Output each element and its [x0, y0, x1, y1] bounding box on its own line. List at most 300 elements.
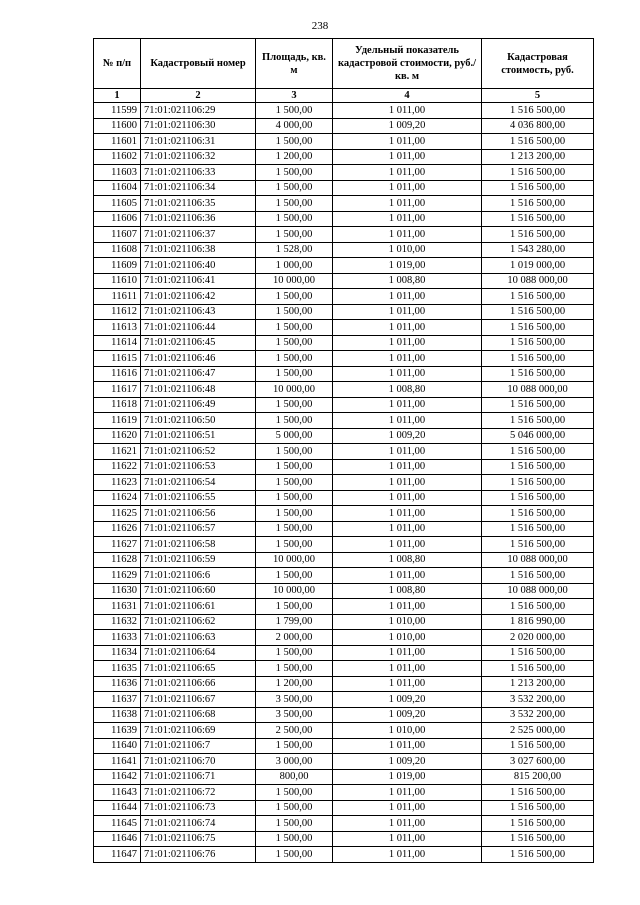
cadastral-value-cell: 1 516 500,00 [482, 320, 594, 336]
cadastral-number-cell: 71:01:021106:29 [141, 103, 256, 119]
area-cell: 10 000,00 [256, 552, 333, 568]
row-number-cell: 11611 [94, 289, 141, 305]
unit-value-cell: 1 011,00 [333, 320, 482, 336]
unit-value-cell: 1 011,00 [333, 103, 482, 119]
table-row [94, 289, 594, 305]
table-row [94, 180, 594, 196]
table-row [94, 273, 594, 289]
area-cell: 1 500,00 [256, 289, 333, 305]
cadastral-number-cell: 71:01:021106:56 [141, 506, 256, 522]
cadastral-value-cell: 1 516 500,00 [482, 227, 594, 243]
cadastral-number-cell: 71:01:021106:45 [141, 335, 256, 351]
table-row [94, 475, 594, 491]
unit-value-cell: 1 011,00 [333, 537, 482, 553]
cadastral-number-cell: 71:01:021106:34 [141, 180, 256, 196]
unit-value-cell: 1 011,00 [333, 180, 482, 196]
unit-value-cell: 1 011,00 [333, 397, 482, 413]
table-row [94, 397, 594, 413]
table-row [94, 304, 594, 320]
cadastral-value-cell: 4 036 800,00 [482, 118, 594, 134]
cadastral-number-cell: 71:01:021106:57 [141, 521, 256, 537]
row-number-cell: 11606 [94, 211, 141, 227]
cadastral-number-cell: 71:01:021106:44 [141, 320, 256, 336]
table-header [94, 39, 594, 103]
cadastral-value-cell: 1 516 500,00 [482, 180, 594, 196]
row-number-cell: 11630 [94, 583, 141, 599]
table-row [94, 506, 594, 522]
cadastral-number-cell: 71:01:021106:42 [141, 289, 256, 305]
row-number-cell: 11640 [94, 738, 141, 754]
table-row [94, 769, 594, 785]
row-number-cell: 11622 [94, 459, 141, 475]
row-number-cell: 11627 [94, 537, 141, 553]
unit-value-cell: 1 009,20 [333, 754, 482, 770]
cadastral-value-cell: 1 516 500,00 [482, 785, 594, 801]
cadastral-number-cell: 71:01:021106:66 [141, 676, 256, 692]
area-cell: 1 500,00 [256, 738, 333, 754]
area-cell: 1 500,00 [256, 413, 333, 429]
unit-value-cell: 1 011,00 [333, 134, 482, 150]
row-number-cell: 11644 [94, 800, 141, 816]
page-number: 238 [311, 20, 329, 32]
unit-value-cell: 1 011,00 [333, 645, 482, 661]
table-row [94, 444, 594, 460]
table-row [94, 707, 594, 723]
header-unit-value: Удельный показатель кадастровой стоимости, руб./кв. м [333, 39, 482, 89]
table-row [94, 568, 594, 584]
cadastral-number-cell: 71:01:021106:49 [141, 397, 256, 413]
table-row [94, 428, 594, 444]
cadastral-value-cell: 10 088 000,00 [482, 552, 594, 568]
area-cell: 1 500,00 [256, 165, 333, 181]
cadastral-value-cell: 1 019 000,00 [482, 258, 594, 274]
cadastral-number-cell: 71:01:021106:64 [141, 645, 256, 661]
table-row [94, 630, 594, 646]
cadastral-value-cell: 1 516 500,00 [482, 568, 594, 584]
row-number-cell: 11612 [94, 304, 141, 320]
header-cadastral-value: Кадастровая стоимость, руб. [482, 39, 594, 89]
row-number-cell: 11619 [94, 413, 141, 429]
cadastral-number-cell: 71:01:021106:71 [141, 769, 256, 785]
cadastral-number-cell: 71:01:021106:6 [141, 568, 256, 584]
unit-value-cell: 1 009,20 [333, 428, 482, 444]
row-number-cell: 11613 [94, 320, 141, 336]
row-number-cell: 11618 [94, 397, 141, 413]
cadastral-value-cell: 1 516 500,00 [482, 521, 594, 537]
cadastral-number-cell: 71:01:021106:60 [141, 583, 256, 599]
row-number-cell: 11634 [94, 645, 141, 661]
area-cell: 1 500,00 [256, 351, 333, 367]
cadastral-number-cell: 71:01:021106:65 [141, 661, 256, 677]
unit-value-cell: 1 009,20 [333, 692, 482, 708]
cadastral-number-cell: 71:01:021106:33 [141, 165, 256, 181]
row-number-cell: 11647 [94, 847, 141, 863]
table-row [94, 847, 594, 863]
unit-value-cell: 1 011,00 [333, 800, 482, 816]
area-cell: 1 500,00 [256, 568, 333, 584]
table-row [94, 242, 594, 258]
unit-value-cell: 1 011,00 [333, 847, 482, 863]
table-row [94, 614, 594, 630]
header-row-number: № п/п [94, 39, 141, 89]
cadastral-value-cell: 1 516 500,00 [482, 351, 594, 367]
cadastral-number-cell: 71:01:021106:53 [141, 459, 256, 475]
unit-value-cell: 1 010,00 [333, 630, 482, 646]
unit-value-cell: 1 011,00 [333, 335, 482, 351]
row-number-cell: 11601 [94, 134, 141, 150]
cadastral-number-cell: 71:01:021106:32 [141, 149, 256, 165]
cadastral-number-cell: 71:01:021106:58 [141, 537, 256, 553]
unit-value-cell: 1 011,00 [333, 676, 482, 692]
table-row [94, 661, 594, 677]
cadastral-number-cell: 71:01:021106:40 [141, 258, 256, 274]
cadastral-number-cell: 71:01:021106:7 [141, 738, 256, 754]
cadastral-value-cell: 1 516 500,00 [482, 645, 594, 661]
table-row [94, 413, 594, 429]
unit-value-cell: 1 011,00 [333, 227, 482, 243]
row-number-cell: 11643 [94, 785, 141, 801]
unit-value-cell: 1 011,00 [333, 785, 482, 801]
cadastral-number-cell: 71:01:021106:72 [141, 785, 256, 801]
unit-value-cell: 1 011,00 [333, 351, 482, 367]
unit-value-cell: 1 011,00 [333, 289, 482, 305]
row-number-cell: 11604 [94, 180, 141, 196]
row-number-cell: 11621 [94, 444, 141, 460]
row-number-cell: 11635 [94, 661, 141, 677]
area-cell: 4 000,00 [256, 118, 333, 134]
row-number-cell: 11645 [94, 816, 141, 832]
row-number-cell: 11609 [94, 258, 141, 274]
row-number-cell: 11628 [94, 552, 141, 568]
row-number-cell: 11636 [94, 676, 141, 692]
row-number-cell: 11624 [94, 490, 141, 506]
cadastral-value-cell: 1 516 500,00 [482, 738, 594, 754]
area-cell: 1 500,00 [256, 785, 333, 801]
cadastral-number-cell: 71:01:021106:70 [141, 754, 256, 770]
table-row [94, 103, 594, 119]
cadastral-value-cell: 1 516 500,00 [482, 366, 594, 382]
cadastral-value-cell: 1 516 500,00 [482, 599, 594, 615]
cadastral-number-cell: 71:01:021106:36 [141, 211, 256, 227]
cadastral-value-cell: 10 088 000,00 [482, 273, 594, 289]
area-cell: 10 000,00 [256, 583, 333, 599]
cadastral-number-cell: 71:01:021106:55 [141, 490, 256, 506]
cadastral-number-cell: 71:01:021106:43 [141, 304, 256, 320]
cadastral-number-cell: 71:01:021106:48 [141, 382, 256, 398]
row-number-cell: 11603 [94, 165, 141, 181]
cadastral-number-cell: 71:01:021106:38 [141, 242, 256, 258]
table-row [94, 583, 594, 599]
cadastral-number-cell: 71:01:021106:68 [141, 707, 256, 723]
area-cell: 10 000,00 [256, 273, 333, 289]
unit-value-cell: 1 010,00 [333, 614, 482, 630]
table-row [94, 258, 594, 274]
row-number-cell: 11623 [94, 475, 141, 491]
table-row [94, 800, 594, 816]
area-cell: 1 500,00 [256, 599, 333, 615]
area-cell: 1 500,00 [256, 444, 333, 460]
column-number: 5 [482, 89, 594, 103]
cadastral-value-cell: 1 543 280,00 [482, 242, 594, 258]
unit-value-cell: 1 011,00 [333, 475, 482, 491]
unit-value-cell: 1 011,00 [333, 413, 482, 429]
row-number-cell: 11614 [94, 335, 141, 351]
area-cell: 3 500,00 [256, 692, 333, 708]
cadastral-value-cell: 1 816 990,00 [482, 614, 594, 630]
area-cell: 1 500,00 [256, 506, 333, 522]
table-body [94, 103, 594, 863]
header-row [94, 39, 594, 89]
unit-value-cell: 1 019,00 [333, 258, 482, 274]
cadastral-value-cell: 1 516 500,00 [482, 831, 594, 847]
table-row [94, 831, 594, 847]
cadastral-number-cell: 71:01:021106:67 [141, 692, 256, 708]
cadastral-number-cell: 71:01:021106:30 [141, 118, 256, 134]
unit-value-cell: 1 008,80 [333, 583, 482, 599]
row-number-cell: 11625 [94, 506, 141, 522]
row-number-cell: 11617 [94, 382, 141, 398]
area-cell: 1 200,00 [256, 676, 333, 692]
area-cell: 1 500,00 [256, 304, 333, 320]
header-area: Площадь, кв. м [256, 39, 333, 89]
unit-value-cell: 1 009,20 [333, 118, 482, 134]
table-row [94, 521, 594, 537]
area-cell: 1 500,00 [256, 211, 333, 227]
cadastral-value-cell: 1 516 500,00 [482, 304, 594, 320]
cadastral-value-cell: 1 516 500,00 [482, 103, 594, 119]
table-row [94, 134, 594, 150]
row-number-cell: 11642 [94, 769, 141, 785]
table-row [94, 599, 594, 615]
area-cell: 1 500,00 [256, 320, 333, 336]
area-cell: 10 000,00 [256, 382, 333, 398]
cadastral-value-cell: 3 532 200,00 [482, 692, 594, 708]
cadastral-number-cell: 71:01:021106:73 [141, 800, 256, 816]
row-number-cell: 11631 [94, 599, 141, 615]
unit-value-cell: 1 011,00 [333, 196, 482, 212]
area-cell: 1 500,00 [256, 134, 333, 150]
table-row [94, 211, 594, 227]
unit-value-cell: 1 019,00 [333, 769, 482, 785]
area-cell: 3 500,00 [256, 707, 333, 723]
unit-value-cell: 1 011,00 [333, 738, 482, 754]
cadastral-value-cell: 1 516 500,00 [482, 413, 594, 429]
cadastral-number-cell: 71:01:021106:59 [141, 552, 256, 568]
cadastral-value-cell: 1 516 500,00 [482, 397, 594, 413]
row-number-cell: 11633 [94, 630, 141, 646]
area-cell: 1 500,00 [256, 661, 333, 677]
area-cell: 800,00 [256, 769, 333, 785]
area-cell: 1 500,00 [256, 816, 333, 832]
area-cell: 1 200,00 [256, 149, 333, 165]
area-cell: 1 500,00 [256, 459, 333, 475]
table-row [94, 227, 594, 243]
cadastral-value-cell: 1 516 500,00 [482, 335, 594, 351]
unit-value-cell: 1 011,00 [333, 816, 482, 832]
row-number-cell: 11639 [94, 723, 141, 739]
cadastral-number-cell: 71:01:021106:46 [141, 351, 256, 367]
unit-value-cell: 1 011,00 [333, 831, 482, 847]
area-cell: 1 528,00 [256, 242, 333, 258]
row-number-cell: 11616 [94, 366, 141, 382]
unit-value-cell: 1 011,00 [333, 165, 482, 181]
table-row [94, 692, 594, 708]
cadastral-value-cell: 1 516 500,00 [482, 816, 594, 832]
unit-value-cell: 1 008,80 [333, 273, 482, 289]
area-cell: 1 500,00 [256, 800, 333, 816]
unit-value-cell: 1 011,00 [333, 506, 482, 522]
table-row [94, 366, 594, 382]
cadastral-number-cell: 71:01:021106:75 [141, 831, 256, 847]
cadastral-value-cell: 10 088 000,00 [482, 382, 594, 398]
row-number-cell: 11626 [94, 521, 141, 537]
area-cell: 1 500,00 [256, 490, 333, 506]
table-row [94, 723, 594, 739]
cadastral-value-cell: 5 046 000,00 [482, 428, 594, 444]
table-row [94, 459, 594, 475]
row-number-cell: 11620 [94, 428, 141, 444]
unit-value-cell: 1 011,00 [333, 211, 482, 227]
area-cell: 2 000,00 [256, 630, 333, 646]
area-cell: 1 500,00 [256, 475, 333, 491]
row-number-cell: 11646 [94, 831, 141, 847]
cadastral-value-cell: 1 516 500,00 [482, 196, 594, 212]
cadastral-value-cell: 815 200,00 [482, 769, 594, 785]
row-number-cell: 11615 [94, 351, 141, 367]
unit-value-cell: 1 011,00 [333, 521, 482, 537]
cadastral-value-cell: 1 516 500,00 [482, 165, 594, 181]
column-number: 1 [94, 89, 141, 103]
area-cell: 1 500,00 [256, 831, 333, 847]
cadastral-number-cell: 71:01:021106:52 [141, 444, 256, 460]
row-number-cell: 11602 [94, 149, 141, 165]
unit-value-cell: 1 011,00 [333, 304, 482, 320]
area-cell: 2 500,00 [256, 723, 333, 739]
table-row [94, 738, 594, 754]
row-number-cell: 11605 [94, 196, 141, 212]
cadastral-value-cell: 1 213 200,00 [482, 149, 594, 165]
area-cell: 1 500,00 [256, 227, 333, 243]
row-number-cell: 11638 [94, 707, 141, 723]
area-cell: 1 500,00 [256, 335, 333, 351]
table-row [94, 816, 594, 832]
cadastral-value-cell: 1 516 500,00 [482, 134, 594, 150]
column-number: 2 [141, 89, 256, 103]
column-number: 3 [256, 89, 333, 103]
table-row [94, 676, 594, 692]
cadastral-value-cell: 10 088 000,00 [482, 583, 594, 599]
cadastral-number-cell: 71:01:021106:76 [141, 847, 256, 863]
unit-value-cell: 1 009,20 [333, 707, 482, 723]
row-number-cell: 11607 [94, 227, 141, 243]
table-row [94, 785, 594, 801]
table-row [94, 149, 594, 165]
area-cell: 1 500,00 [256, 847, 333, 863]
table-row [94, 490, 594, 506]
unit-value-cell: 1 008,80 [333, 552, 482, 568]
row-number-cell: 11610 [94, 273, 141, 289]
row-number-cell: 11599 [94, 103, 141, 119]
cadastral-value-cell: 1 516 500,00 [482, 444, 594, 460]
cadastral-value-cell: 3 027 600,00 [482, 754, 594, 770]
table-row [94, 754, 594, 770]
cadastral-value-cell: 1 516 500,00 [482, 211, 594, 227]
area-cell: 1 500,00 [256, 397, 333, 413]
cadastral-value-cell: 1 516 500,00 [482, 537, 594, 553]
cadastral-value-cell: 1 516 500,00 [482, 475, 594, 491]
table-row [94, 645, 594, 661]
cadastral-value-cell: 1 516 500,00 [482, 506, 594, 522]
unit-value-cell: 1 010,00 [333, 723, 482, 739]
cadastral-number-cell: 71:01:021106:31 [141, 134, 256, 150]
cadastral-number-cell: 71:01:021106:62 [141, 614, 256, 630]
column-numbers-row [94, 89, 594, 103]
unit-value-cell: 1 008,80 [333, 382, 482, 398]
cadastral-value-cell: 2 525 000,00 [482, 723, 594, 739]
cadastral-value-table [93, 38, 594, 863]
unit-value-cell: 1 011,00 [333, 444, 482, 460]
table-row [94, 320, 594, 336]
cadastral-number-cell: 71:01:021106:61 [141, 599, 256, 615]
cadastral-number-cell: 71:01:021106:47 [141, 366, 256, 382]
table-row [94, 382, 594, 398]
cadastral-value-cell: 1 516 500,00 [482, 800, 594, 816]
area-cell: 1 500,00 [256, 366, 333, 382]
unit-value-cell: 1 011,00 [333, 661, 482, 677]
unit-value-cell: 1 011,00 [333, 490, 482, 506]
cadastral-value-cell: 1 213 200,00 [482, 676, 594, 692]
row-number-cell: 11641 [94, 754, 141, 770]
table-row [94, 351, 594, 367]
area-cell: 1 500,00 [256, 537, 333, 553]
row-number-cell: 11600 [94, 118, 141, 134]
table-row [94, 335, 594, 351]
cadastral-number-cell: 71:01:021106:63 [141, 630, 256, 646]
area-cell: 3 000,00 [256, 754, 333, 770]
table-row [94, 118, 594, 134]
cadastral-number-cell: 71:01:021106:41 [141, 273, 256, 289]
unit-value-cell: 1 011,00 [333, 568, 482, 584]
cadastral-value-cell: 1 516 500,00 [482, 847, 594, 863]
table-row [94, 165, 594, 181]
cadastral-value-cell: 1 516 500,00 [482, 459, 594, 475]
area-cell: 1 500,00 [256, 645, 333, 661]
row-number-cell: 11629 [94, 568, 141, 584]
column-number: 4 [333, 89, 482, 103]
area-cell: 1 500,00 [256, 180, 333, 196]
cadastral-number-cell: 71:01:021106:51 [141, 428, 256, 444]
unit-value-cell: 1 011,00 [333, 599, 482, 615]
cadastral-number-cell: 71:01:021106:69 [141, 723, 256, 739]
unit-value-cell: 1 011,00 [333, 149, 482, 165]
cadastral-number-cell: 71:01:021106:50 [141, 413, 256, 429]
row-number-cell: 11637 [94, 692, 141, 708]
cadastral-value-cell: 3 532 200,00 [482, 707, 594, 723]
cadastral-value-cell: 2 020 000,00 [482, 630, 594, 646]
unit-value-cell: 1 011,00 [333, 366, 482, 382]
cadastral-value-cell: 1 516 500,00 [482, 661, 594, 677]
area-cell: 5 000,00 [256, 428, 333, 444]
table-row [94, 196, 594, 212]
row-number-cell: 11608 [94, 242, 141, 258]
cadastral-number-cell: 71:01:021106:37 [141, 227, 256, 243]
area-cell: 1 500,00 [256, 196, 333, 212]
header-cadastral-number: Кадастровый номер [141, 39, 256, 89]
cadastral-number-cell: 71:01:021106:74 [141, 816, 256, 832]
area-cell: 1 500,00 [256, 521, 333, 537]
table-row [94, 552, 594, 568]
table-row [94, 537, 594, 553]
